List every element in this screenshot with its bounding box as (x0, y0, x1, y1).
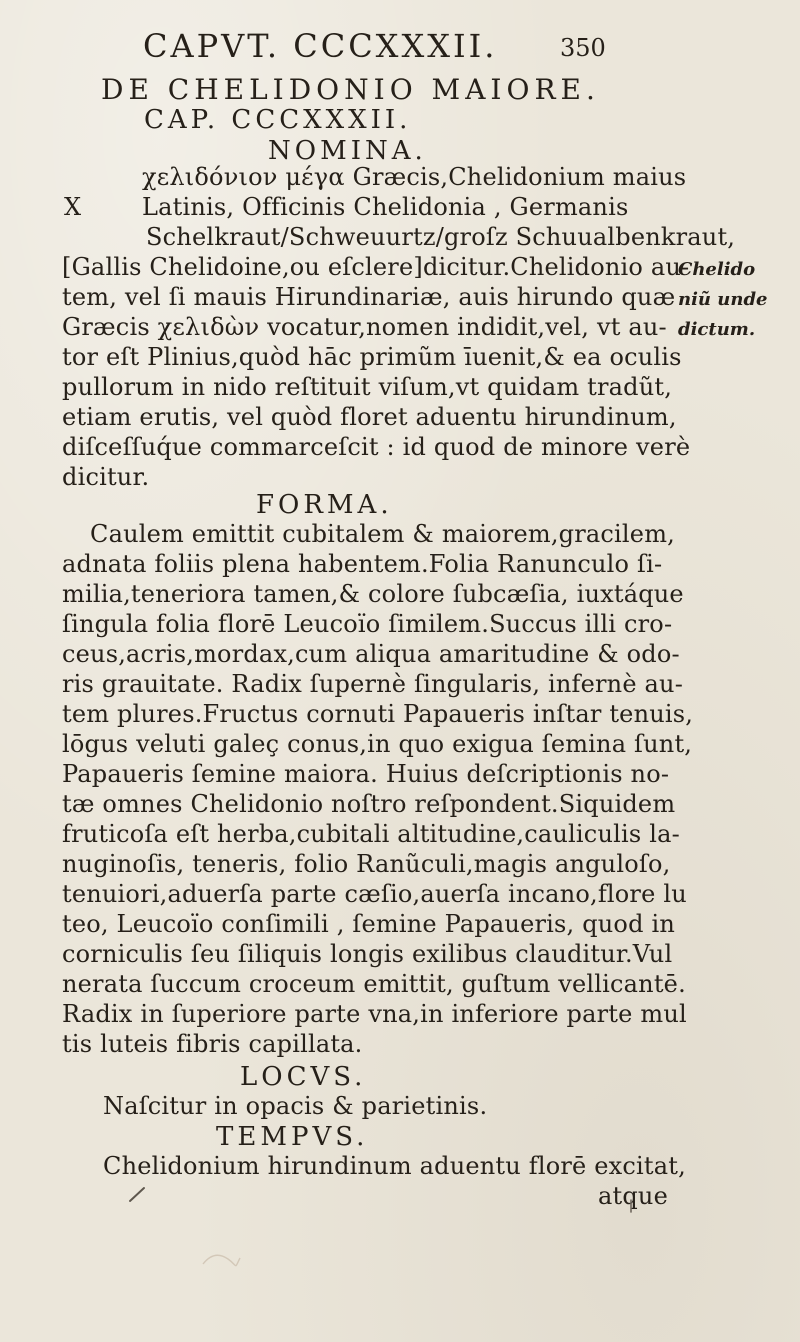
text-line: Schelkraut/Schweuurtz/groſz Schuualbenkraut, (146, 223, 736, 251)
page-number: 350 (560, 34, 606, 62)
text-line: nerata ſuccum croceum emittit, guſtum vellicantē. (62, 970, 686, 998)
text-line: Latinis, Officinis Chelidonia , Germanis (142, 193, 629, 221)
chapter-number: CAP. CCCXXXII. (144, 105, 412, 135)
text-line: ris grauitate. Radix ſupernè ſingularis, infernè au- (62, 670, 684, 698)
text-line: etiam erutis, vel quòd floret aduentu hirundinum, (62, 403, 677, 431)
text-line: [Gallis Chelidoine,ou eſclere]dicitur.Chelidonio au- (62, 253, 690, 281)
section-heading-locus: LOCVS. (240, 1062, 367, 1092)
text-line: adnata foliis plena habentem.Folia Ranunculo ſi- (62, 550, 663, 578)
section-heading-forma: FORMA. (256, 490, 393, 520)
text-line: ſingula folia florē Leucoïo ſimilem.Succus illi cro- (62, 610, 673, 638)
text-line: fruticoſa eſt herba,cubitali altitudine,cauliculis la- (62, 820, 680, 848)
margin-note-line: niũ unde (678, 289, 768, 310)
catchword: atque (598, 1182, 668, 1210)
text-line: χελιδόνιον μέγα Græcis,Chelidonium maius (142, 163, 687, 191)
pen-stroke (128, 1185, 148, 1203)
chapter-title: DE CHELIDONIO MAIORE. (101, 73, 600, 106)
text-line: Græcis χελιδὼν vocatur,nomen indidit,vel, vt au- (62, 313, 667, 341)
text-line: Papaueris ſemine maiora. Huius deſcriptionis no- (62, 760, 670, 788)
text-line: tor eſt Plinius,quòd hāc primũm īuenit,& ea oculis (62, 343, 682, 371)
text-line: tenuiori,aduerſa parte cæſio,auerſa incano,flore lu (62, 880, 687, 908)
text-line: dicitur. (62, 463, 150, 491)
text-line: diſceſſuq́ue commarceſcit : id quod de minore verè (62, 433, 691, 461)
text-line: Chelidonium hirundinum aduentu florē excitat, (103, 1152, 686, 1180)
text-line: lōgus veluti galeç conus,in quo exigua ſemina ſunt, (62, 730, 693, 758)
marginal-mark: X (64, 193, 82, 221)
text-line: milia,teneriora tamen,& colore ſubcæſia, iuxtáque (62, 580, 684, 608)
text-line: ceus,acris,mordax,cum aliqua amaritudine & odo- (62, 640, 680, 668)
text-line: tem, vel ſi mauis Hirundinariæ, auis hirundo quæ (62, 283, 676, 311)
text-line: tem plures.Fructus cornuti Papaueris inſtar tenuis, (62, 700, 694, 728)
running-head: CAPVT. CCCXXXII. (143, 27, 498, 65)
margin-note (678, 255, 768, 345)
section-heading-tempus: TEMPVS. (216, 1122, 369, 1152)
text-line: corniculis ſeu ſiliquis longis exilibus clauditur.Vul (62, 940, 673, 968)
text-line: Caulem emittit cubitalem & maiorem,gracilem, (90, 520, 675, 548)
text-line: nuginoſis, teneris, folio Ranũculi,magis anguloſo, (62, 850, 671, 878)
text-line: Radix in ſuperiore parte vna,in inferiore parte mul (62, 1000, 687, 1028)
text-line: tæ omnes Chelidonio noſtro reſpondent.Siquidem (62, 790, 676, 818)
text-line: pullorum in nido reſtituit viſum,vt quidam tradũt, (62, 373, 673, 401)
text-line: teo, Leucoïo conſimili , ſemine Papaueris, quod in (62, 910, 676, 938)
text-line: tis luteis fibris capillata. (62, 1030, 363, 1058)
pen-stroke (626, 1198, 636, 1216)
faint-stroke (200, 1250, 242, 1272)
margin-note-line: dictum. (678, 319, 756, 340)
text-line: Naſcitur in opacis & parietinis. (103, 1092, 488, 1120)
section-heading-nomina: NOMINA. (268, 136, 427, 166)
margin-note-line: Chelido (678, 259, 756, 280)
